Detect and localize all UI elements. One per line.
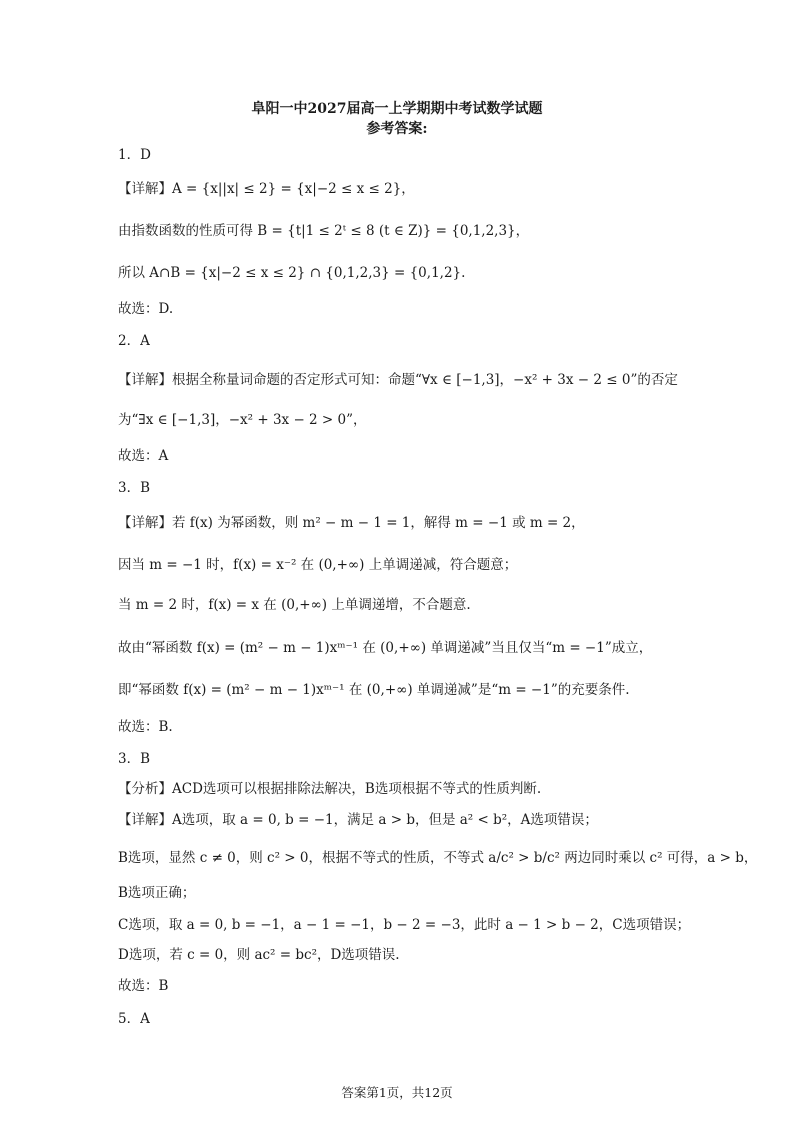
answer-line: 1．D — [118, 147, 151, 163]
answer-line: 【详解】若 f(x) 为幂函数，则 m² − m − 1 = 1，解得 m = −1 或 m = 2， — [118, 515, 585, 531]
answer-line: 故选：A — [118, 448, 169, 464]
answer-line: 故由“幂函数 f(x) = (m² − m − 1)xᵐ⁻¹ 在 (0,+∞) 单调递减”当且仅当“m = −1”成立， — [118, 640, 653, 656]
answer-line: B选项正确； — [118, 885, 196, 901]
answer-line: 5．A — [118, 1011, 150, 1027]
answer-line: 当 m = 2 时，f(x) = x 在 (0,+∞) 上单调递增，不合题意. — [118, 597, 471, 613]
answer-line: 【分析】ACD选项可以根据排除法解决，B选项根据不等式的性质判断. — [118, 781, 542, 797]
page-subtitle: 参考答案: — [366, 121, 428, 137]
answer-line: 3．B — [118, 751, 151, 767]
answer-line: 所以 A∩B = {x|−2 ≤ x ≤ 2} ∩ {0,1,2,3} = {0,1,2}. — [118, 265, 466, 281]
page-footer: 答案第1页，共12页 — [341, 1085, 453, 1100]
answer-line: B选项，显然 c ≠ 0，则 c² > 0，根据不等式的性质，不等式 a/c² > b/c² 两边同时乘以 c² 可得，a > b， — [118, 850, 758, 866]
answer-line: 故选：D. — [118, 301, 174, 317]
answer-line: 故选：B. — [118, 719, 173, 735]
answer-line: 即“幂函数 f(x) = (m² − m − 1)xᵐ⁻¹ 在 (0,+∞) 单调递减”是“m = −1”的充要条件. — [118, 682, 630, 698]
answer-line: 因当 m = −1 时，f(x) = x⁻² 在 (0,+∞) 上单调递减，符合题意； — [118, 557, 518, 573]
answer-line: 由指数函数的性质可得 B = {t|1 ≤ 2ᵗ ≤ 8 (t ∈ Z)} = {0,1,2,3}， — [118, 223, 530, 239]
answer-line: 2．A — [118, 333, 150, 349]
answer-line: D选项，若 c = 0，则 ac² = bc²，D选项错误. — [118, 947, 400, 963]
answer-line: 故选：B — [118, 978, 169, 994]
answer-line: 为“∃x ∈ [−1,3]，−x² + 3x − 2 > 0”， — [118, 412, 367, 428]
answer-line: C选项，取 a = 0, b = −1，a − 1 = −1，b − 2 = −3，此时 a − 1 > b − 2，C选项错误； — [118, 917, 691, 933]
answer-line: 3．B — [118, 480, 151, 496]
answer-line: 【详解】根据全称量词命题的否定形式可知：命题“∀x ∈ [−1,3]，−x² + 3x − 2 ≤ 0”的否定 — [118, 372, 678, 388]
answer-line: 【详解】A选项，取 a = 0, b = −1，满足 a > b，但是 a² < b²，A选项错误； — [118, 812, 598, 828]
answer-line: 【详解】A = {x||x| ≤ 2} = {x|−2 ≤ x ≤ 2}， — [118, 181, 415, 197]
page-title: 阜阳一中2027届高一上学期期中考试数学试题 — [251, 101, 543, 117]
